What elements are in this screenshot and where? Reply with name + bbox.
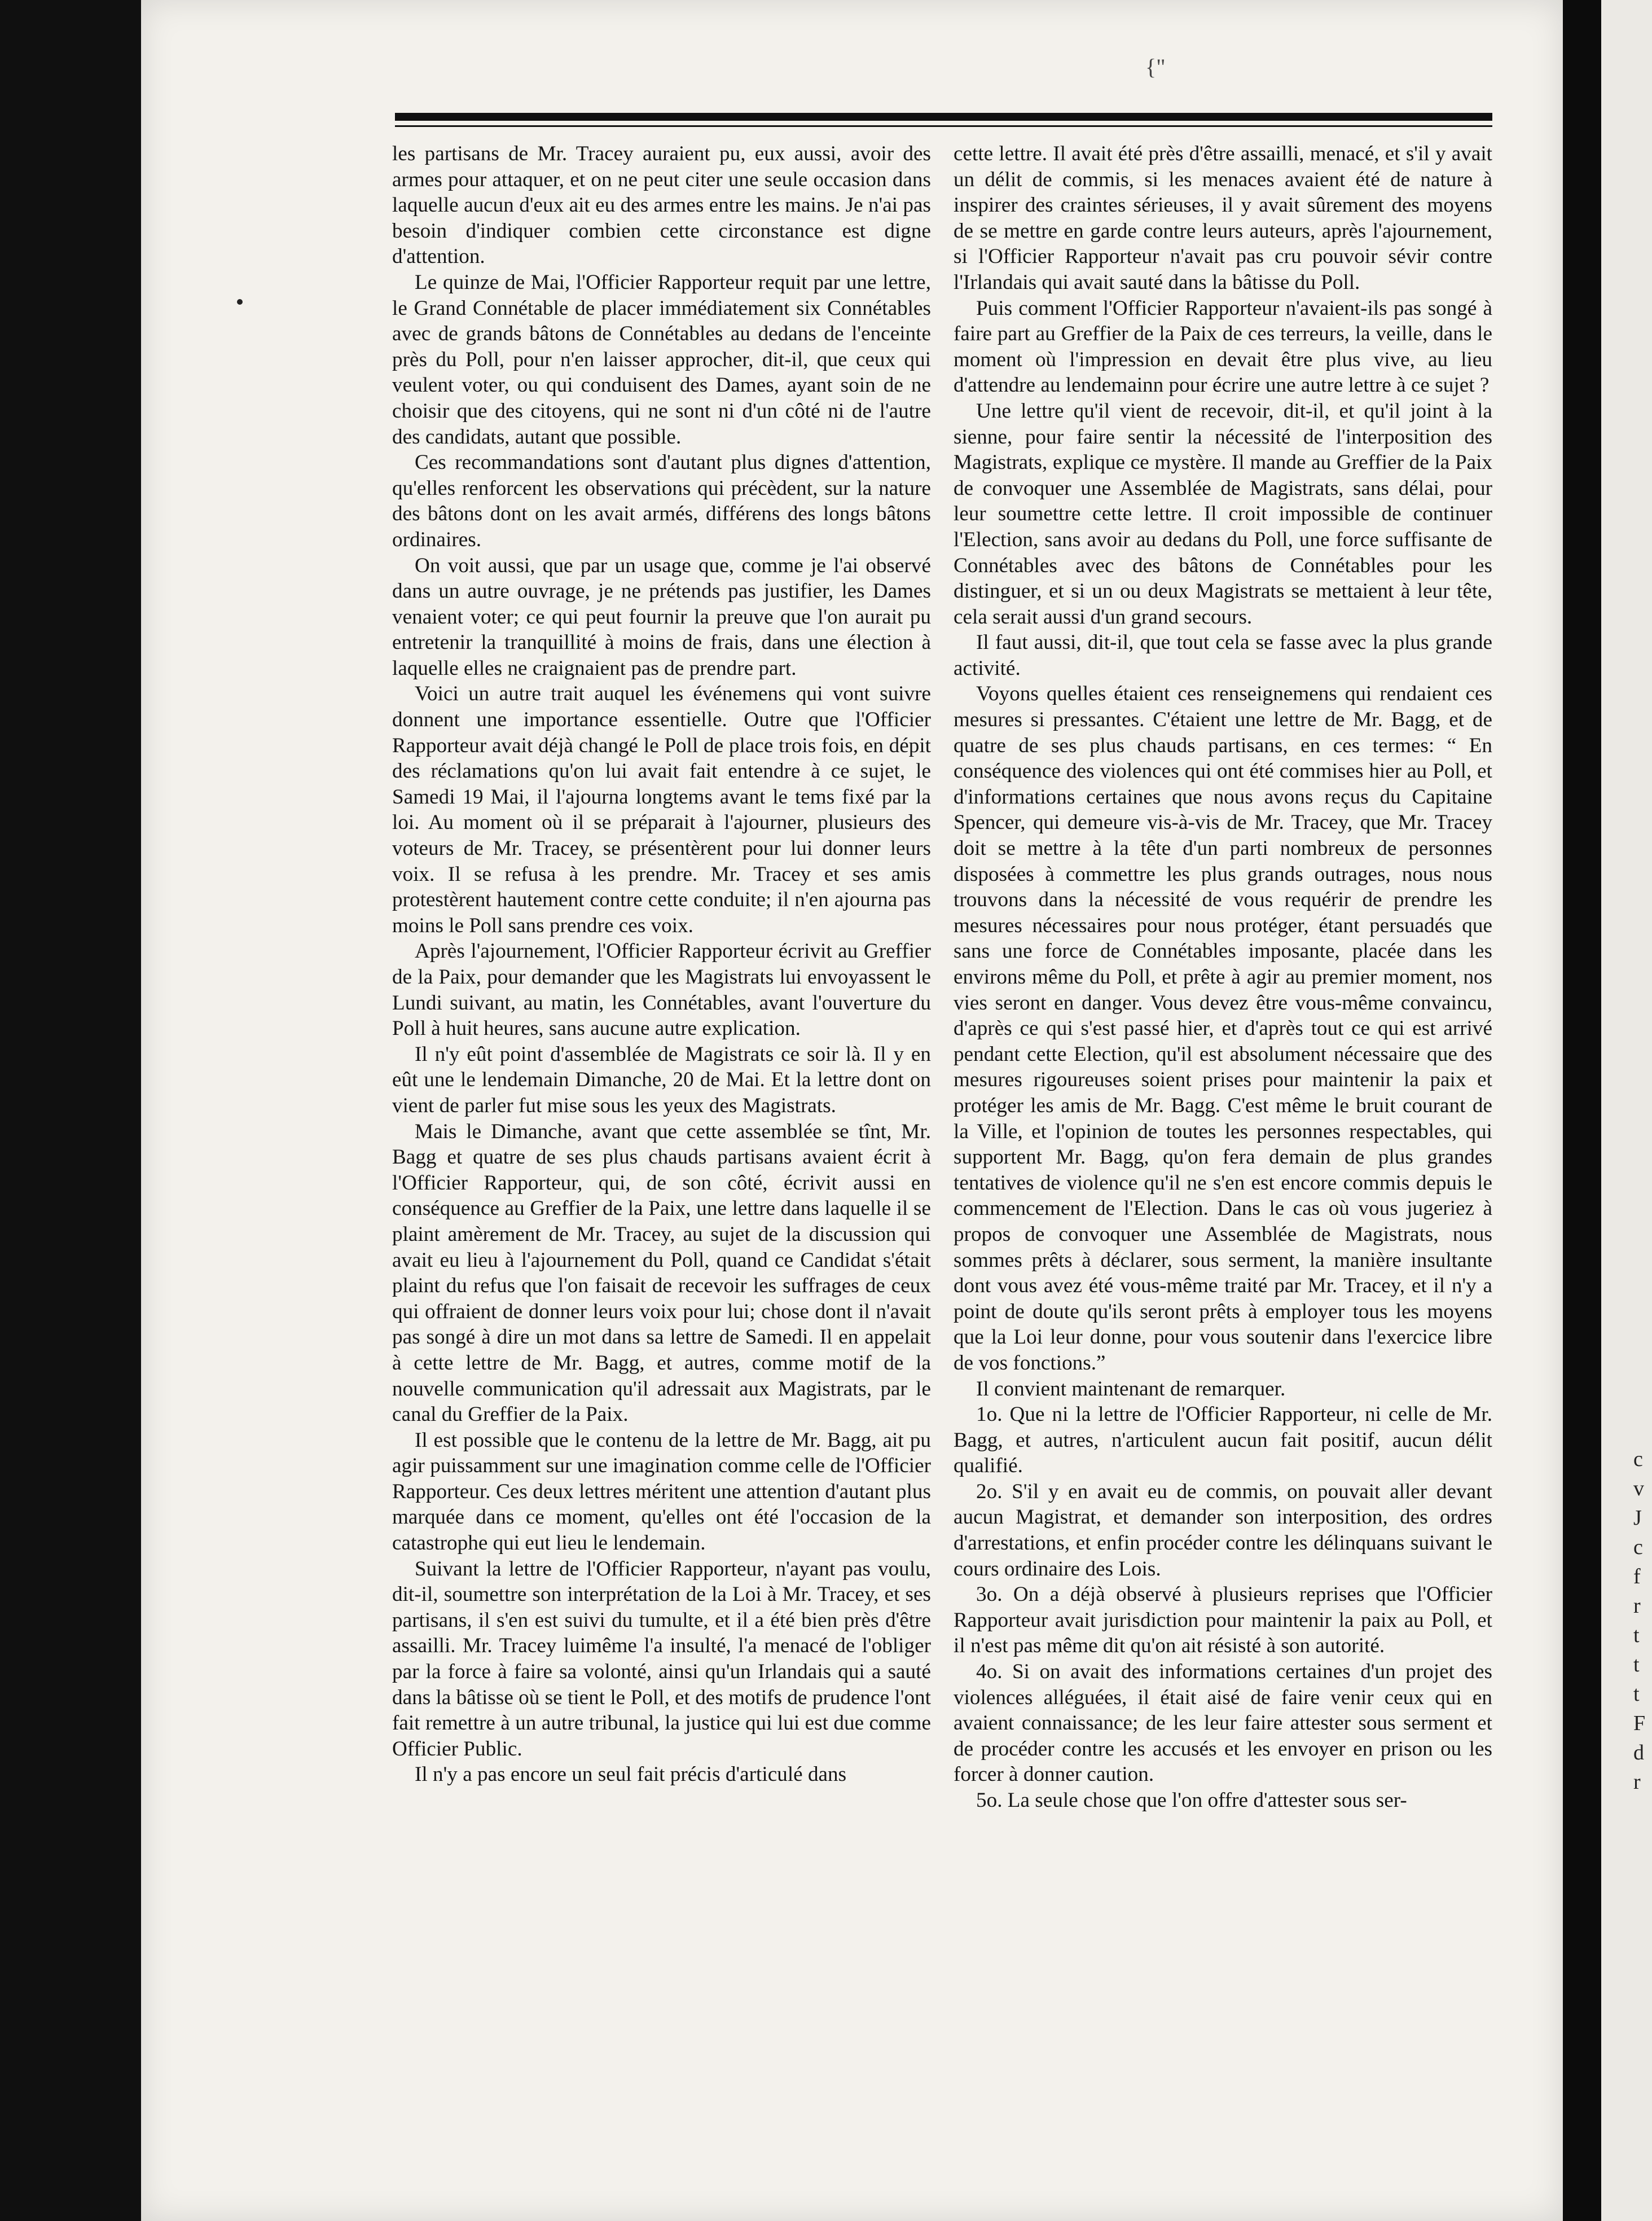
edge-letter: v [1633,1477,1644,1500]
paragraph: Il convient maintenant de remarquer. [976,1377,1286,1401]
edge-letter: J [1633,1506,1642,1530]
paragraph: les partisans de Mr. Tracey auraient pu, eux aussi, avoir des armes pour attaquer, et on ne peut citer une seule occasion dans laquelle aucun d'eux ait eu des armes entre les mains. Je n'ai pas besoin d'indiquer combien cette circonstance est digne d'attention. [392,142,931,269]
paragraph: 1o. Que ni la lettre de l'Officier Rapporteur, ni celle de Mr. Bagg, et autres, n'articulent aucun fait positif, aucun délit qualifié. [954,1403,1492,1478]
paragraph: Puis comment l'Officier Rapporteur n'avaient-ils pas songé à faire part au Greffier de la Paix de ces terreurs, la veille, dans le moment où l'impression en devait être plus vive, au lieu d'attendre au lendemainn pour écrire une autre lettre à ce sujet ? [954,296,1492,397]
edge-letter: t [1633,1623,1640,1647]
right-column [954,141,1492,2172]
paragraph: Le quinze de Mai, l'Officier Rapporteur requit par une lettre, le Grand Connétable de placer immédiatement six Connétables avec de grands bâtons de Connétables au dedans de l'enceinte près du Poll, pour n'en laisser approcher, dit-il, que ceux qui veulent voter, ou qui conduisent des Dames, ayant soin de ne choisir que des citoyens, qui ne sont ni d'un côté ni de l'autre des candidats, autant que possible. [392,270,931,449]
paragraph: cette lettre. Il avait été près d'être assailli, menacé, et s'il y avait un délit de commis, si les menaces avaient été de nature à inspirer des craintes sérieuses, il y avait sûrement des moyens de se mettre en garde contre leurs auteurs, après l'ajournement, si l'Officier Rapporteur n'avait pas cru pouvoir sévir contre l'Irlandais qui avait sauté dans la bâtisse du Poll. [954,142,1492,294]
paragraph: On voit aussi, que par un usage que, comme je l'ai observé dans un autre ouvrage, je ne prétends pas justifier, les Dames venaient voter; ce qui peut fournir la preuve que l'on aurait pu entretenir la tranquillité à moins de frais, dans une élection à laquelle elles ne craignaient pas de prendre part. [392,554,931,680]
header-rule [395,113,1492,121]
paragraph: Suivant la lettre de l'Officier Rapporteur, n'ayant pas voulu, dit-il, soumettre son interprétation de la Loi à Mr. Tracey, et ses partisans, il s'en est suivi du tumulte, et il a été bien près d'être assailli. Mr. Tracey luimême l'a insulté, l'a menacé de l'obliger par la force à faire sa volonté, ainsi qu'un Irlandais qui a sauté dans la bâtisse où se tient le Poll, et des motifs de prudence l'ont fait remettre à un autre tribunal, la justice qui lui est due comme Officier Public. [392,1557,931,1761]
edge-letter: r [1633,1770,1641,1794]
left-column [392,141,931,2172]
paragraph: 3o. On a déjà observé à plusieurs reprises que l'Officier Rapporteur avait jurisdiction pour maintenir la paix au Poll, et il n'est pas même dit qu'on ait résisté à son autorité. [954,1583,1492,1658]
adjacent-page-letters [1633,1445,1650,1797]
paragraph: Une lettre qu'il vient de recevoir, dit-il, et qu'il joint à la sienne, pour faire sentir la nécessité de l'interposition des Magistrats, explique ce mystère. Il mande au Greffier de la Paix de convoquer une Assemblée de Magistrats, sans délai, pour leur soumettre cette lettre. Il croit impossible de continuer l'Election, sans avoir au dedans du Poll, une force suffisante de Connétables avec des bâtons de Connétables pour les distinguer, et si un ou deux Magistrats se mettaient à leur tête, cela serait aussi d'un grand secours. [954,399,1492,629]
paragraph: Il n'y a pas encore un seul fait précis d'articulé dans [415,1763,847,1787]
paragraph: 2o. S'il y en avait eu de commis, on pouvait aller devant aucun Magistrat, et demander son interposition, des ordres d'arrestations, et enfin procéder contre les délinquans suivant le cours ordinaire des Lois. [954,1480,1492,1581]
folio-mark: {" [1145,54,1166,80]
edge-letter: c [1633,1535,1643,1559]
paragraph: Il faut aussi, dit-il, que tout cela se fasse avec la plus grande activité. [954,631,1492,680]
paragraph: 5o. La seule chose que l'on offre d'attester sous ser- [976,1789,1407,1812]
paragraph: 4o. Si on avait des informations certaines d'un projet des violences alléguées, il était aisé de faire venir ceux qui en avaient connaissance; de les leur faire attester sous serment et de procéder contre les accusés et les envoyer en prison ou les forcer à donner caution. [954,1660,1492,1787]
paragraph: Mais le Dimanche, avant que cette assemblée se tînt, Mr. Bagg et quatre de ses plus chauds partisans avaient écrit à l'Officier Rapporteur, qui, de son côté, écrivit aussi en conséquence au Greffier de la Paix, une lettre dans laquelle il se plaint amèrement de Mr. Tracey, au sujet de la discussion qui avait eu lieu à l'ajournement du Poll, quand ce Candidat s'était plaint du refus que l'on faisait de recevoir les suffrages de ceux qui offraient de donner leurs voix pour lui; chose dont il n'avait pas songé à dire un mot dans sa lettre de Samedi. Il en appelait à cette lettre de Mr. Bagg, et autres, comme motif de la nouvelle communication qu'il adressait aux Magistrats, par le canal du Greffier de la Paix. [392,1120,931,1426]
paragraph: Il est possible que le contenu de la lettre de Mr. Bagg, ait pu agir puissamment sur une imagination comme celle de l'Officier Rapporteur. Ces deux lettres méritent une attention d'autant plus marquée dans ce moment, qu'elles ont été l'occasion de la catastrophe qui eut lieu le lendemain. [392,1428,931,1555]
paragraph: Voyons quelles étaient ces renseignemens qui rendaient ces mesures si pressantes. C'étaient une lettre de Mr. Bagg, et de quatre de ses plus chauds partisans, en ces termes: “ En conséquence des violences qui ont été commises hier au Poll, et d'informations certaines que nous avons reçus du Capitaine Spencer, qui demeure vis-à-vis de Mr. Tracey, que Mr. Tracey doit se mettre à la tête d'un parti nombreux de personnes disposées à commettre les plus grands outrages, nous nous trouvons dans la nécessité de vous requérir de prendre les mesures nécessaires pour nous protéger, étant persuadés que sans une force de Connétables imposante, placée dans les environs même du Poll, et prête à agir au premier moment, nos vies seront en danger. Vous devez être vous-même convaincu, d'après ce qui s'est passé hier, et d'après tout ce qui est arrivé pendant cette Election, qu'il est absolument nécessaire que des mesures rigoureuses soient prises pour maintenir la paix et protéger les amis de Mr. Bagg. C'est même le bruit courant de la Ville, et l'opinion de toutes les personnes respectables, qui supportent Mr. Bagg, qu'on fera demain de plus grandes tentatives de violence qu'il ne s'en est encore commis depuis le commencement de l'Election. Dans le cas où vous jugeriez à propos de convoquer une Assemblée de Magistrats, nous sommes prêts à déclarer, sous serment, la manière insultante dont vous avez été vous-même traité par Mr. Tracey, et il n'y a point de doute qu'ils seront prêts à employer tous les moyens que la Loi leur donne, pour vous soutenir dans l'exercice libre de vos fonctions.” [954,682,1492,1375]
header-rule-thin [395,125,1492,127]
paragraph: Voici un autre trait auquel les événemens qui vont suivre donnent une importance essentielle. Outre que l'Officier Rapporteur avait déjà changé le Poll de place trois fois, en dépit des réclamations qu'on lui avait fait entendre à ce sujet, le Samedi 19 Mai, il l'ajourna longtems avant le tems fixé par la loi. Au moment où il se préparait à l'ajourner, plusieurs des voteurs de Mr. Tracey, se présentèrent pour lui donner leurs voix. Il se refusa à les prendre. Mr. Tracey et ses amis protestèrent hautement contre cette conduite; il n'en ajourna pas moins le Poll sans prendre ces voix. [392,682,931,937]
edge-letter: c [1633,1447,1643,1471]
paragraph: Ces recommandations sont d'autant plus dignes d'attention, qu'elles renforcent les observations qui précèdent, sur la nature des bâtons dont on les avait armés, différens des longs bâtons ordinaires. [392,451,931,551]
paragraph: Après l'ajournement, l'Officier Rapporteur écrivit au Greffier de la Paix, pour demander que les Magistrats lui envoyassent le Lundi suivant, au matin, les Connétables, avant l'ouverture du Poll à huit heures, sans aucune autre explication. [392,940,931,1041]
edge-letter: d [1633,1741,1644,1764]
edge-letter: f [1633,1565,1641,1588]
adjacent-page-strip [1601,0,1652,2221]
edge-letter: t [1633,1682,1640,1706]
edge-letter: r [1633,1594,1641,1618]
edge-letter: t [1633,1653,1640,1676]
paragraph: Il n'y eût point d'assemblée de Magistrats ce soir là. Il y en eût une le lendemain Dimanche, 20 de Mai. Et la lettre dont on vient de parler fut mise sous les yeux des Magistrats. [392,1042,931,1117]
ink-speck [237,299,243,305]
edge-letter: F [1633,1711,1646,1735]
